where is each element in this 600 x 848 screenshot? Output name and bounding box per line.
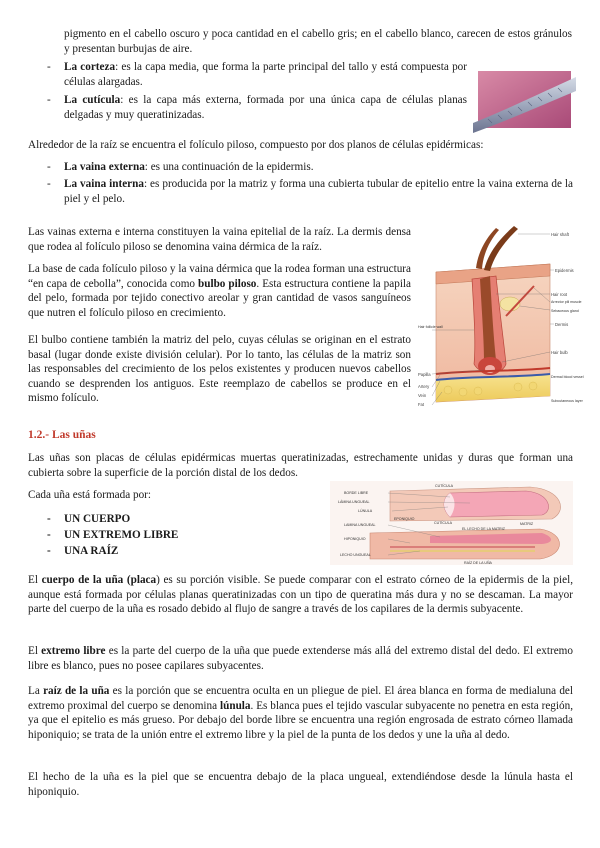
list-item-cuticula: - La cutícula: es la capa más externa, formada por una única capa de células planas delgadas y muy queratinizadas. (47, 94, 468, 121)
nail-label-matriz: MATRIZ (520, 522, 534, 526)
paragraph-lecho: El hecho de la uña es la piel que se encuentra debajo de la placa ungueal, extendiéndose desde la lúnula hasta el hiponiquio. (28, 771, 573, 798)
paragraph-matriz: El bulbo contiene también la matriz del pelo, cuyas células se originan en el estrato basal (lugar donde existe división celular). Por lo tanto, las células de la matriz son las responsables del crecimiento de los pelos existentes y producen nuevos cabellos cuando se desprenden los antiguos. Este reemplazo de cabellos se produce en el mismo folículo. (28, 334, 411, 405)
term-bulbo-piloso: bulbo piloso (198, 277, 257, 290)
paragraph-cuerpo-after: ) es su porción visible. Se puede comparar con el estrato córneo de la epidermis de la piel, aunque está formada por células planas queratinizadas con un tipo de queratina más dura y no se descaman. La mayor parte del cuerpo de la uña es rosado debido al flujo de sangre a través de los capilares de la dermis subyacente. (28, 574, 573, 616)
label-hair-bulb: Hair bulb (551, 350, 568, 355)
nail-label-raiz: RAÍZ DE LA UÑA (464, 561, 492, 565)
desc-vaina-externa: : es una continuación de la epidermis. (144, 161, 314, 173)
paragraph-raiz-after: . Es blanca pues el tejido vascular subyacente no penetra en esta región, ya que el epitelio es más grueso. Por debajo del borde libre se encuentra una región engrosada de estrato córneo llamada hiponiquio; se trata de la unión entre el extremo libre y la piel de la punta de los dedos y une la uña al dedo. (28, 699, 573, 741)
nail-anatomy-diagram (330, 481, 573, 565)
nail-label-borde-libre: BORDE LIBRE (344, 491, 369, 495)
term-vaina-interna: La vaina interna (64, 178, 144, 190)
label-hair-shaft: Hair shaft (551, 232, 569, 237)
nail-label-lecho-matriz: EL LECHO DE LA MATRIZ (462, 527, 505, 531)
term-lunula: lúnula (220, 699, 251, 712)
label-papilla: Papilla (418, 372, 431, 377)
paragraph-bulbo-piloso (28, 262, 411, 320)
label-dermal-blood-vessel: Dermal blood vessel (551, 375, 584, 379)
paragraph-bulbo-before: La base de cada folículo piloso y la vaina dérmica que la rodea forman una estructura “en capa de cebolla”, conocida como (28, 263, 411, 290)
paragraph-cuerpo-una (28, 573, 573, 617)
intro-continuation: pigmento en el cabello oscuro y poca cantidad en el cabello gris; en el cabello blanco, carecen de estos gránulos y presentan burbujas de aire. (64, 28, 572, 55)
list-item-corteza: - La corteza: es la capa media, que forma la parte principal del tallo y está compuesta por células alargadas. (47, 61, 467, 88)
term-vaina-externa: La vaina externa (64, 161, 145, 173)
label-sebaceous-gland: Sebaceous gland (551, 309, 579, 313)
nail-label-cuticula: CUTÍCULA (434, 521, 452, 525)
paragraph-partes-intro: Cada uña está formada por: (28, 489, 152, 501)
term-cuerpo-una: cuerpo de la uña (placa (41, 574, 157, 586)
nail-label-hiponiquio: HIPONIQUIO (344, 537, 366, 541)
desc-vaina-interna: : es producida por la matriz y forma una cubierta tubular de epitelio entre la vaina externa de la piel y el pelo. (64, 178, 573, 205)
list-item-raiz: - UNA RAÍZ (47, 545, 119, 557)
list-item-extremo-libre: - UN EXTREMO LIBRE (47, 529, 179, 541)
list-item-cuerpo: - UN CUERPO (47, 513, 131, 525)
hair-micrograph-image (478, 71, 571, 128)
term-raiz-una: raíz de la uña (43, 685, 110, 697)
list-item-vaina-externa: - La vaina externa: es una continuación de la epidermis. (47, 161, 314, 173)
follicle-intro: Alrededor de la raíz se encuentra el folículo piloso, compuesto por dos planos de células epidérmicas: (28, 139, 484, 151)
label-vein: Vein (418, 393, 427, 398)
paragraph-raiz-una (28, 684, 573, 742)
nail-label-cuticula-top: CUTÍCULA (435, 484, 453, 488)
label-epidermis: Epidermis (555, 268, 574, 273)
term-extremo-libre: extremo libre (41, 645, 106, 657)
nail-label-lamina-ungueal: LÁMINA UNGUEAL (338, 500, 370, 504)
paragraph-raiz-before: La (28, 685, 44, 697)
label-dermis: Dermis (555, 322, 569, 327)
label-artery: Artery (418, 384, 430, 389)
paragraph-bulbo-after: . Esta estructura contiene la papila del pelo, formada por tejido conectivo areolar y gran cantidad de vasos sanguíneos que nutren el folículo piloso en crecimiento. (28, 277, 411, 319)
paragraph-vainas: Las vainas externa e interna constituyen la vaina epitelial de la raíz. La dermis densa que rodea al folículo piloso se denomina vaina dérmica de la raíz. (28, 226, 411, 253)
label-follicle-wall: Hair follicle wall (418, 325, 443, 329)
paragraph-extremo-libre (28, 644, 573, 673)
paragraph-unas-intro: Las uñas son placas de células epidérmicas muertas queratinizadas, estrechamente unidas y duras que forman una cubierta sobre la superficie de la porción distal de los dedos. (28, 452, 573, 479)
nail-label-lunula: LÚNULA (358, 509, 373, 513)
term-corteza: La corteza (64, 61, 116, 73)
desc-cuticula: : es la capa más externa, formada por una única capa de células planas delgadas y muy queratinizadas. (64, 94, 468, 121)
label-hair-root: Hair root (551, 292, 568, 297)
nail-label-lecho-ungueal: LECHO UNGUEAL (340, 553, 371, 557)
hair-follicle-diagram (418, 224, 584, 414)
section-title-unas: 1.2.- Las uñas (28, 429, 96, 441)
paragraph-extremo-after: es la parte del cuerpo de la uña que puede extenderse más allá del extremo distal del dedo. El extremo libre es blanco, pues no posee capilares subyacentes. (28, 645, 573, 672)
nail-label-eponiquio: EPONIQUIO (394, 517, 415, 521)
nail-label-lamina-ungueal-2: LAMINA UNGUEAL (344, 523, 376, 527)
label-fat: Fat (418, 402, 425, 407)
paragraph-cuerpo-before: El (28, 574, 42, 586)
label-subcutaneous-layer: Subcutaneous layer (551, 399, 583, 403)
term-cuticula: La cutícula (64, 94, 121, 106)
label-arrector-pili: Arrector pili muscle (551, 300, 582, 304)
paragraph-extremo-before: El (28, 645, 42, 657)
list-item-vaina-interna: - La vaina interna: es producida por la matriz y forma una cubierta tubular de epitelio entre la vaina externa de la piel y el pelo. (47, 178, 573, 205)
desc-corteza: : es la capa media, que forma la parte principal del tallo y está compuesta por células alargadas. (64, 61, 467, 88)
paragraph-raiz-middle: es la porción que se encuentra oculta en un pliegue de piel. El área blanca en forma de medialuna del extremo proximal del cuerpo se denomina (28, 685, 573, 712)
